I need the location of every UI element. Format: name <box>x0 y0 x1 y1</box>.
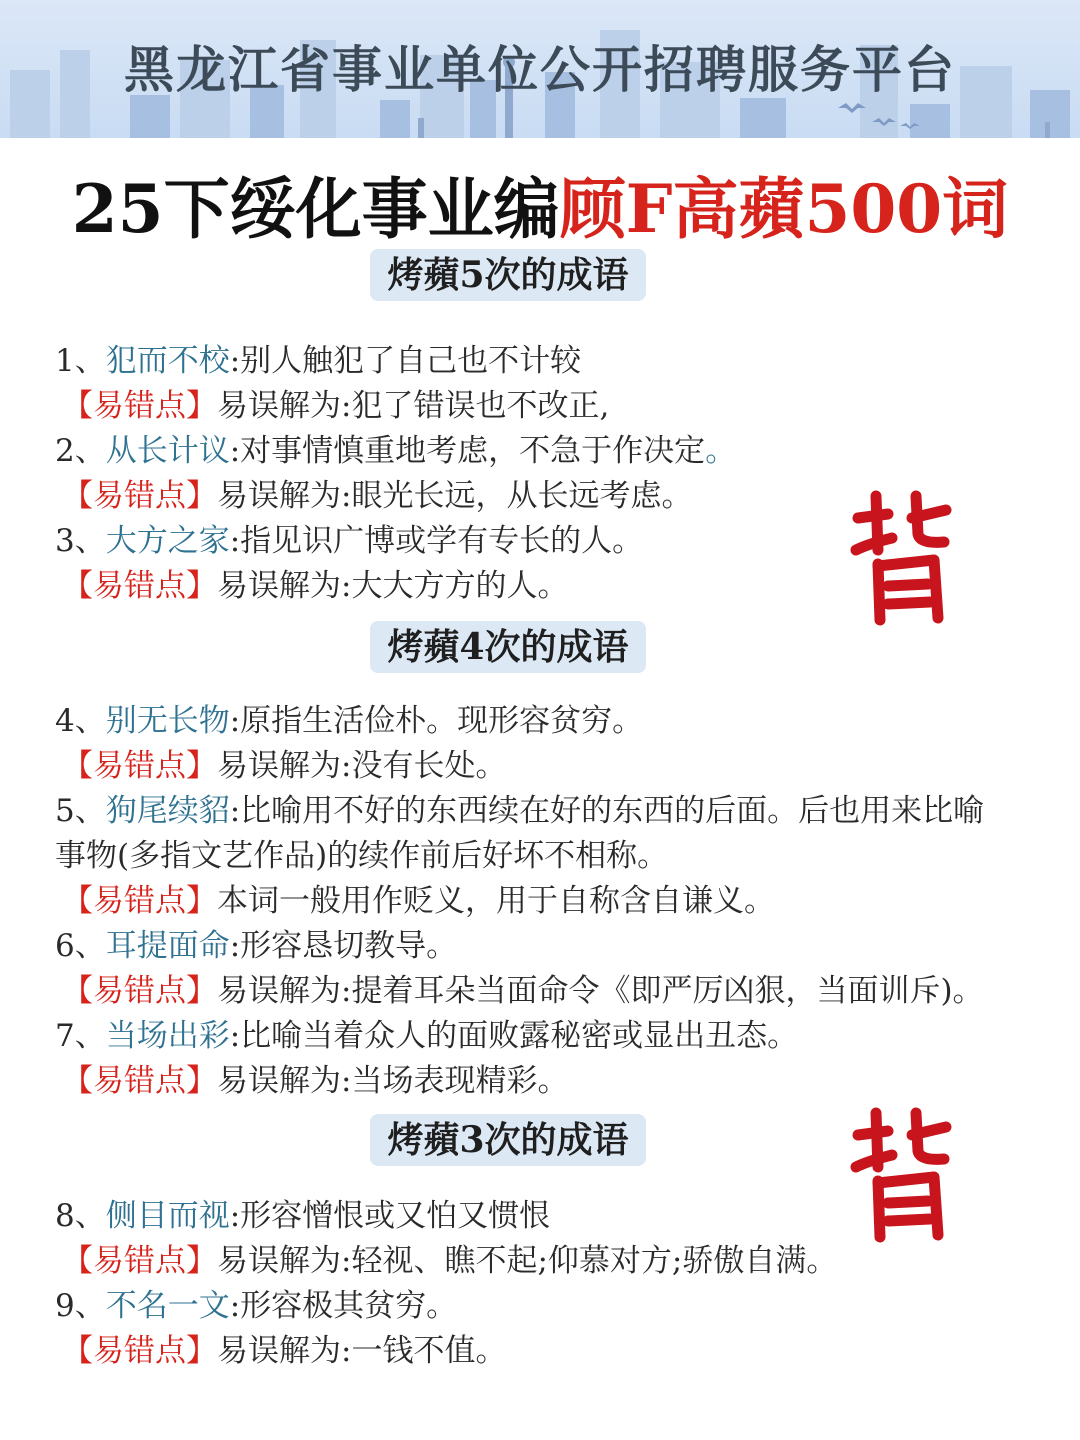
entry-number: 2、 <box>55 433 106 469</box>
tip-text: 易误解为:犯了错误也不改正, <box>217 388 610 424</box>
entry-1-tip <box>62 380 609 425</box>
handwritten-bei-stamp <box>848 488 968 628</box>
tip-text: 易误解为:眼光长远，从长远考虑。 <box>217 478 693 514</box>
page-title <box>0 156 1080 251</box>
entry-7-tip <box>62 1055 568 1100</box>
entry-number: 9、 <box>55 1288 106 1324</box>
tip-text: 易误解为:当场表现精彩。 <box>217 1063 569 1099</box>
meaning: :形容憎恨或又怕又惯恨 <box>229 1198 551 1234</box>
tip-label: 【易错点】 <box>62 1333 217 1369</box>
entry-number: 1、 <box>55 343 106 379</box>
banner <box>0 0 1080 138</box>
section-heading-4: 烤蘋4次的成语 <box>370 621 646 673</box>
entry-7 <box>55 1010 798 1055</box>
meaning-end: 。 <box>705 433 737 469</box>
meaning: :原指生活俭朴。现形容贫穷。 <box>229 703 644 739</box>
title-black-part: 25下绥化事业编 <box>71 170 560 248</box>
entry-1 <box>55 335 581 380</box>
section-heading-5: 烤蘋5次的成语 <box>370 249 646 301</box>
meaning: :形容恳切教导。 <box>229 928 458 964</box>
entry-4-tip <box>62 740 506 785</box>
entry-8-tip <box>62 1235 837 1280</box>
tip-text: 易误解为:轻视、瞧不起;仰慕对方;骄傲自满。 <box>217 1243 838 1279</box>
idiom: 大方之家 <box>105 523 230 559</box>
entry-number: 5、 <box>55 793 106 829</box>
entry-number: 3、 <box>55 523 106 559</box>
meaning: :比喻当着众人的面败露秘密或显出丑态。 <box>229 1018 799 1054</box>
idiom: 耳提面命 <box>105 928 230 964</box>
entry-5 <box>55 785 984 830</box>
tip-text: 本词一般用作贬义，用于自称含自谦义。 <box>217 883 775 919</box>
entry-3-tip <box>62 560 568 605</box>
entry-6 <box>55 920 457 965</box>
handwritten-bei-stamp <box>848 1105 968 1245</box>
entry-number: 7、 <box>55 1018 106 1054</box>
tip-text: 易误解为:一钱不值。 <box>217 1333 507 1369</box>
tip-label: 【易错点】 <box>62 973 217 1009</box>
entry-number: 8、 <box>55 1198 106 1234</box>
title-red-part: 顾F高蘋500词 <box>559 170 1009 248</box>
banner-title: 黑龙江省事业单位公开招聘服务平台 <box>124 41 956 99</box>
meaning: :别人触犯了自己也不计较 <box>229 343 582 379</box>
entry-9-tip <box>62 1325 506 1370</box>
tip-text: 易误解为:提着耳朵当面命令《即严厉凶狠，当面训斥)。 <box>217 973 984 1009</box>
meaning: :对事情慎重地考虑，不急于作决定 <box>229 433 706 469</box>
entry-5-tip <box>62 875 775 920</box>
tip-label: 【易错点】 <box>62 568 217 604</box>
tip-text: 易误解为:大大方方的人。 <box>217 568 569 604</box>
section-heading-3: 烤蘋3次的成语 <box>370 1114 646 1166</box>
idiom: 从长计议 <box>105 433 230 469</box>
idiom: 狗尾续貂 <box>105 793 230 829</box>
tip-label: 【易错点】 <box>62 1243 217 1279</box>
idiom: 侧目而视 <box>105 1198 230 1234</box>
entry-number: 6、 <box>55 928 106 964</box>
tip-label: 【易错点】 <box>62 388 217 424</box>
entry-9 <box>55 1280 457 1325</box>
entry-number: 4、 <box>55 703 106 739</box>
idiom: 当场出彩 <box>105 1018 230 1054</box>
entry-2-tip <box>62 470 692 515</box>
idiom: 犯而不校 <box>105 343 230 379</box>
idiom: 别无长物 <box>105 703 230 739</box>
meaning: :比喻用不好的东西续在好的东西的后面。后也用来比喻 <box>229 793 985 829</box>
tip-label: 【易错点】 <box>62 1063 217 1099</box>
tip-label: 【易错点】 <box>62 883 217 919</box>
entry-3 <box>55 515 643 560</box>
entry-8 <box>55 1190 550 1235</box>
entry-5-continued: 事物(多指文艺作品)的续作前后好坏不相称。 <box>55 838 669 874</box>
idiom: 不名一文 <box>105 1288 230 1324</box>
entry-2 <box>55 425 736 470</box>
tip-text: 易误解为:没有长处。 <box>217 748 507 784</box>
entry-4 <box>55 695 643 740</box>
meaning: :指见识广博或学有专长的人。 <box>229 523 644 559</box>
entry-6-tip <box>62 965 984 1010</box>
meaning: :形容极其贫穷。 <box>229 1288 458 1324</box>
tip-label: 【易错点】 <box>62 748 217 784</box>
tip-label: 【易错点】 <box>62 478 217 514</box>
